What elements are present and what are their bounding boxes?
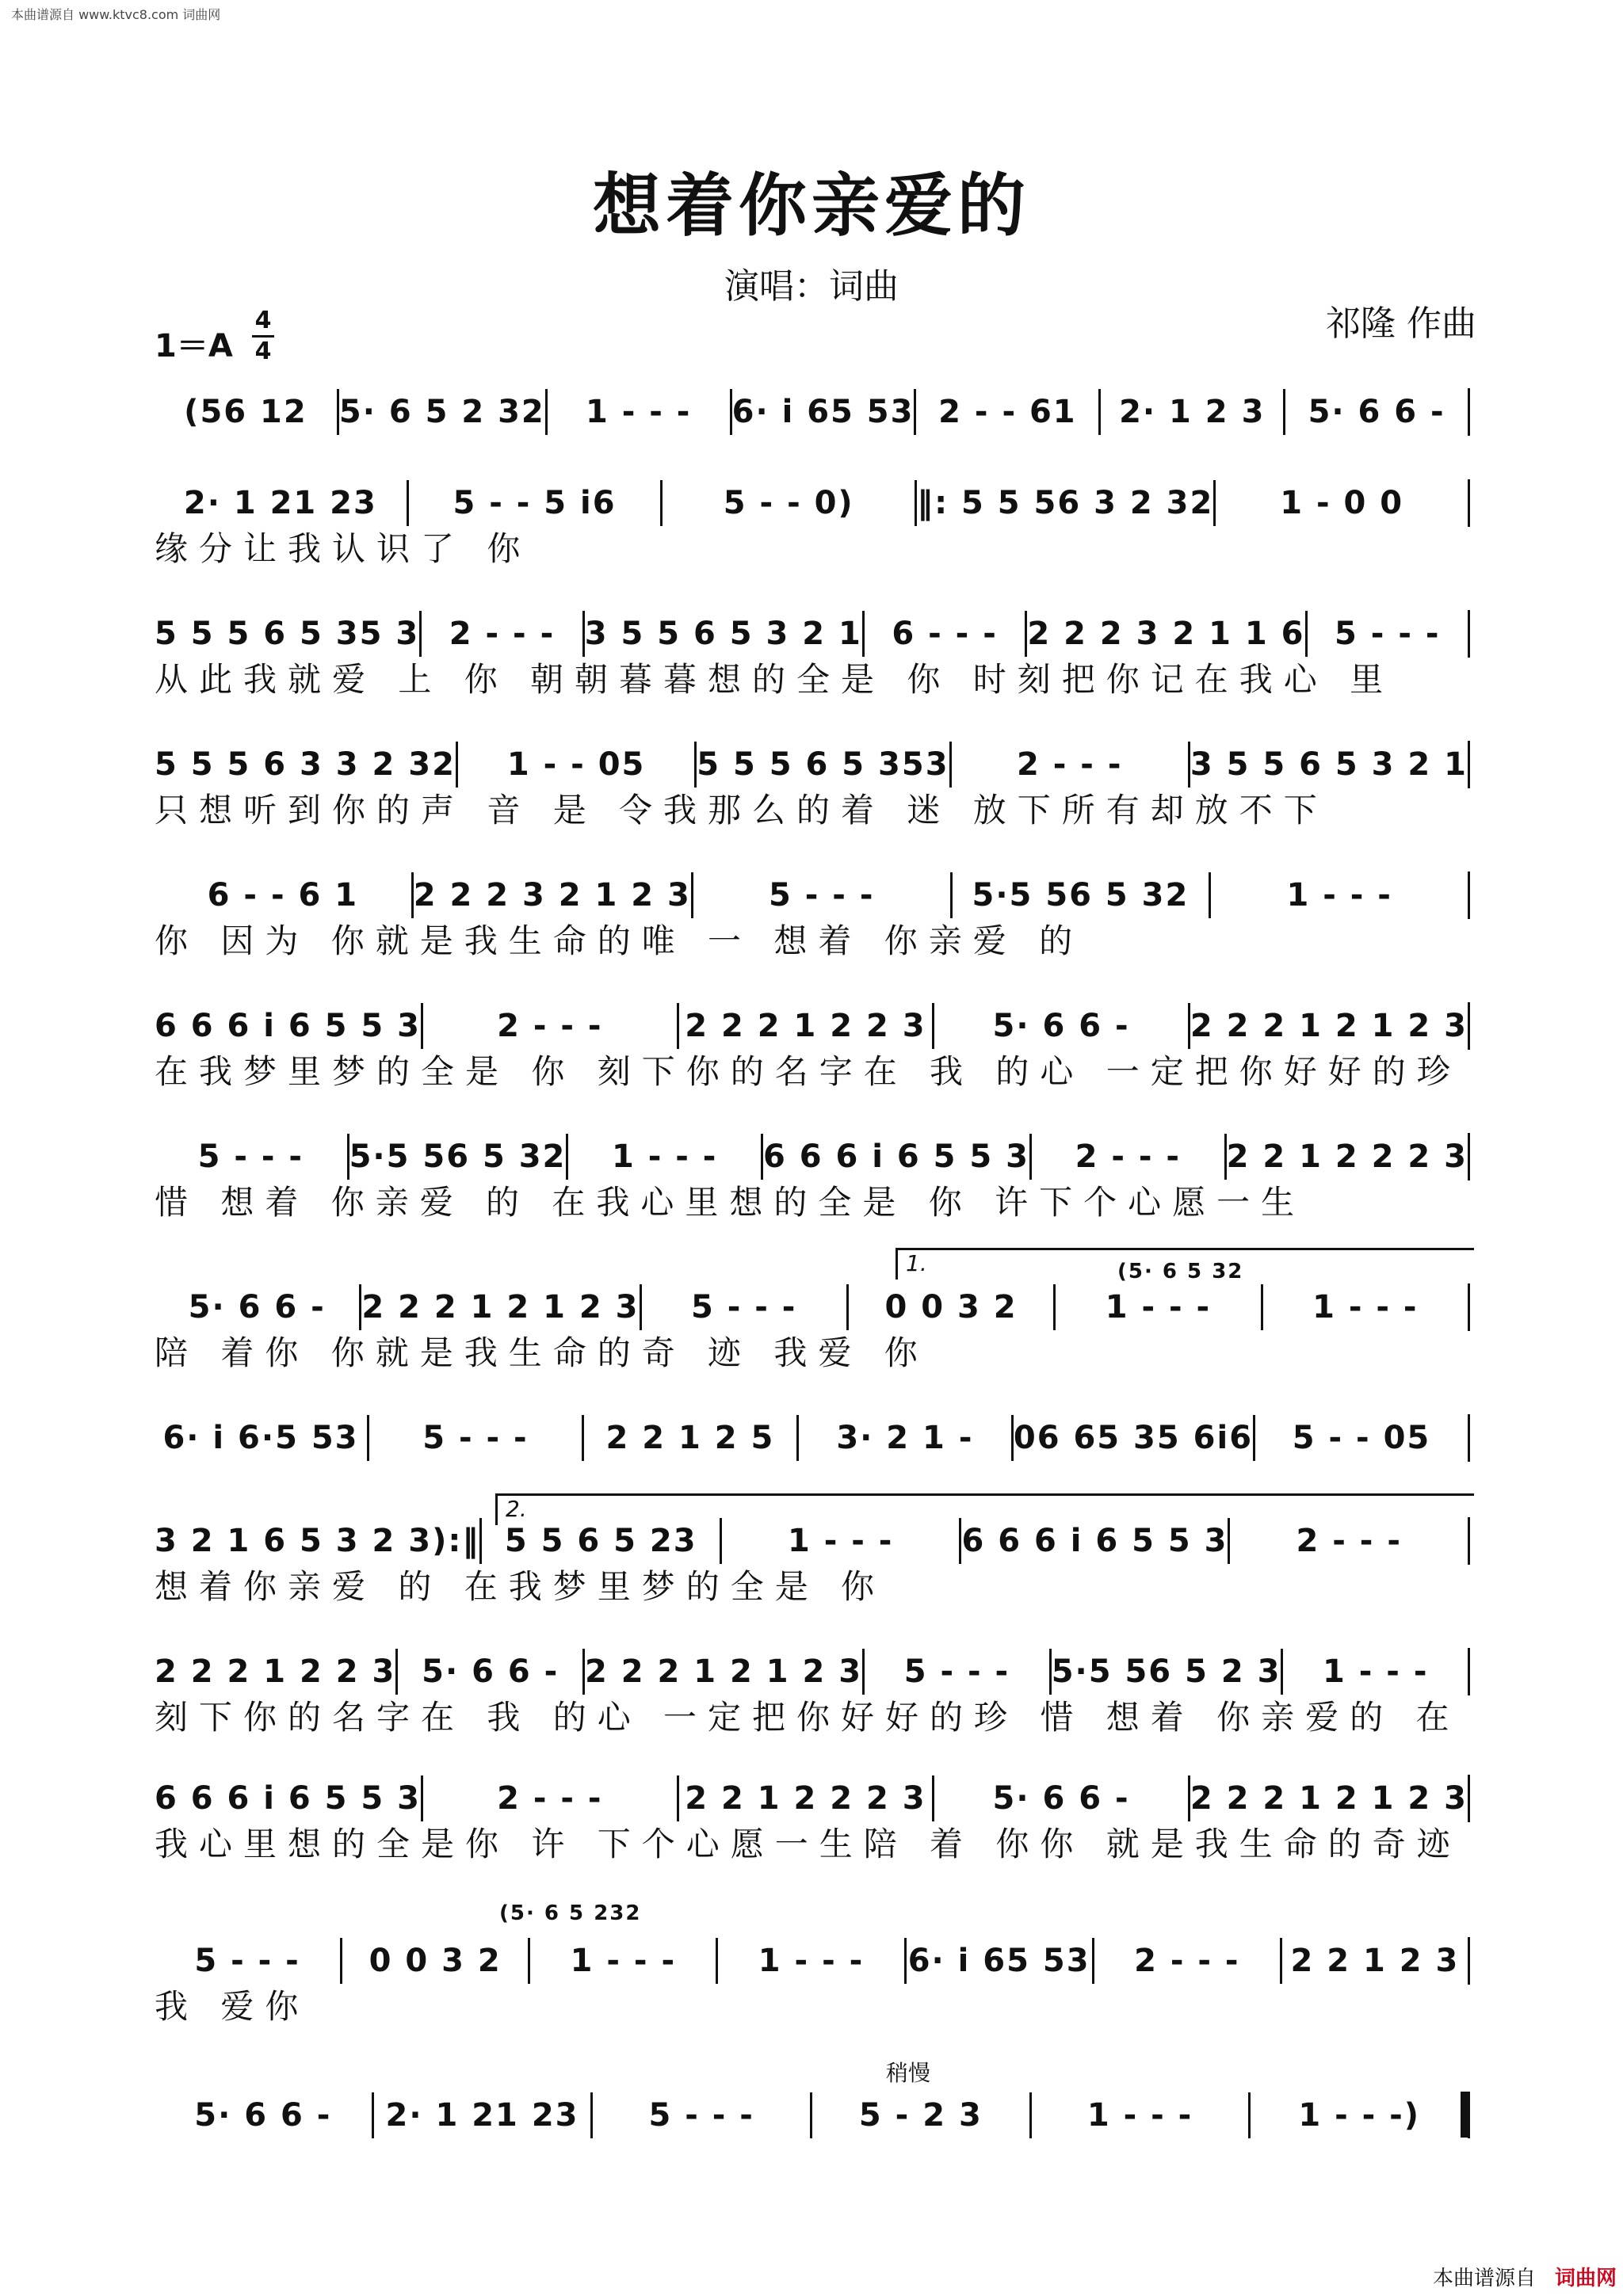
- measure-row: [155, 1937, 1470, 1985]
- measure: 5 - - 5 i6: [409, 480, 663, 526]
- score-system: [155, 388, 1470, 480]
- watermark: 本曲谱源自 www.ktvc8.com 词曲网: [11, 7, 221, 22]
- measure-row: [155, 479, 1470, 527]
- lyric-line: 只想听到你的声 音 是 令我那么的着 迷 放下所有却放不下: [155, 791, 1328, 830]
- final-barline: [1461, 2092, 1470, 2138]
- measure-row: [155, 1283, 1470, 1331]
- measure: 5 5 6 5 23: [482, 1518, 722, 1564]
- measure: 2· 1 21 23: [374, 2092, 594, 2138]
- measure: 5 5 5 6 5 35 3: [155, 611, 422, 657]
- measure: 5· 6 6 -: [155, 1284, 361, 1330]
- measure: 5·5 56 5 2 3: [1052, 1649, 1284, 1695]
- score-system: [155, 1775, 1470, 1867]
- measure: ‖: 5 5 56 3 2 32: [917, 480, 1216, 526]
- measure: 1 - - -: [1312, 1289, 1419, 1325]
- measure: 3 5 5 6 5 3 2 1: [1190, 746, 1468, 783]
- score-system: [155, 610, 1470, 702]
- lyric-line: 陪 着你 你就是我生命的奇 迹 我爱 你: [155, 1333, 929, 1372]
- lyric-line: 从此我就爱 上 你 朝朝暮暮想的全是 你 时刻把你记在我心 里: [155, 660, 1395, 699]
- measure: 2 - - -: [423, 1775, 679, 1821]
- measure-row: [155, 741, 1470, 788]
- measure: 5· 6 6 -: [934, 1775, 1190, 1821]
- measure: 2 2 1 2 2 2 3: [1226, 1138, 1468, 1175]
- tempo-marking: 稍慢: [886, 2060, 931, 2086]
- lyric-line: [155, 436, 1470, 480]
- measure: 3· 2 1 -: [799, 1415, 1014, 1461]
- footer-source: 本曲谱源自: [1432, 2267, 1536, 2290]
- measure: 5 - - -: [155, 1134, 349, 1180]
- measure: 5· 6 6 -: [398, 1649, 585, 1695]
- score-system: [155, 1517, 1470, 1609]
- lyric-line: 我心里想的全是你 许 下个心愿一生陪 着 你你 就是我生命的奇迹: [155, 1825, 1461, 1863]
- measure: 6 6 6 i 6 5 5 3: [763, 1134, 1032, 1180]
- measure: 5· 6 5 2 32: [339, 389, 548, 435]
- measure: 1 - - -: [1286, 877, 1392, 913]
- time-signature-bottom: 4: [254, 338, 272, 365]
- measure: 2 2 1 2 3: [1290, 1943, 1460, 1979]
- measure: 5 5 5 6 5 353: [697, 742, 951, 788]
- composer-credit: 祁隆 作曲: [1326, 303, 1476, 344]
- measure: 1 - - 05: [458, 742, 697, 788]
- score-system: [155, 1414, 1470, 1506]
- measure: 6· i 6·5 53: [155, 1415, 369, 1461]
- measure: 1 - - -: [568, 1134, 763, 1180]
- measure: (56 12: [155, 389, 339, 435]
- score-system: [155, 1133, 1470, 1225]
- time-signature: [252, 309, 274, 364]
- key-signature: 1＝A: [155, 328, 233, 364]
- measure: 5 - - -: [369, 1415, 584, 1461]
- measure: 5 - - -: [642, 1284, 849, 1330]
- measure: 2 2 2 1 2 1 2 3: [585, 1649, 865, 1695]
- measure: 2 2 2 1 2 1 2 3: [1190, 1780, 1468, 1817]
- measure: 5 - - -: [865, 1649, 1052, 1695]
- volta-second-ending: 2.: [495, 1493, 1474, 1525]
- measure: 06 65 35 6i6: [1014, 1415, 1255, 1461]
- measure: 5· 6 6 -: [1308, 394, 1445, 430]
- measure-row: [155, 1648, 1470, 1695]
- measure: 1 - - -: [718, 1938, 906, 1984]
- volta-first-ending: 1.: [896, 1248, 1474, 1280]
- measure-row: [155, 871, 1470, 919]
- score-system: [155, 1283, 1470, 1375]
- measure: 5 - 2 3: [812, 2092, 1032, 2138]
- singer-credit: 演唱：词曲: [724, 266, 899, 307]
- score-system: [155, 2092, 1470, 2183]
- measure: 1 - - -: [1056, 1284, 1262, 1330]
- lyric-line: 想着你亲爱 的 在我梦里梦的全是 你: [155, 1567, 886, 1606]
- lyric-line: 缘分让我认识了 你: [155, 529, 532, 568]
- measure-row: [155, 2092, 1470, 2139]
- lyric-line: 你 因为 你就是我生命的唯 一 想着 你亲爱 的: [155, 921, 1084, 960]
- measure-row: [155, 388, 1470, 436]
- measure: 2 2 1 2 2 2 3: [679, 1775, 935, 1821]
- measure: 5 - - 05: [1292, 1420, 1431, 1456]
- measure: 5 5 5 6 3 3 2 32: [155, 742, 458, 788]
- time-signature-top: 4: [254, 307, 272, 334]
- measure: 3 2 1 6 5 3 2 3):‖: [155, 1518, 482, 1564]
- grace-notes-2: (5· 6 5 232: [499, 1901, 642, 1925]
- measure: 2 - - -: [1032, 1134, 1227, 1180]
- measure: 6 6 6 i 6 5 5 3: [155, 1775, 423, 1821]
- page-title: 想着你亲爱的: [593, 166, 1030, 246]
- measure: 1 - - -): [1251, 2092, 1470, 2138]
- measure-row: [155, 1775, 1470, 1822]
- measure: 2 2 2 1 2 1 2 3: [1190, 1008, 1468, 1044]
- measure-row: [155, 1002, 1470, 1050]
- measure: 1 - - -: [530, 1938, 718, 1984]
- measure: 5·5 56 5 32: [953, 872, 1212, 918]
- measure: 2 - - -: [1296, 1523, 1402, 1559]
- score-system: [155, 1648, 1470, 1740]
- score-system: [155, 1937, 1470, 2029]
- measure: 2· 1 2 3: [1101, 389, 1285, 435]
- measure: 2 - - -: [1094, 1938, 1282, 1984]
- measure: 2 - - -: [952, 742, 1190, 788]
- score-system: [155, 479, 1470, 571]
- measure: 2 - - -: [422, 611, 585, 657]
- measure: 5· 6 6 -: [155, 2092, 374, 2138]
- measure: 2 2 1 2 5: [584, 1415, 799, 1461]
- measure: 2 - - -: [423, 1003, 679, 1049]
- lyric-line: 我 爱你: [155, 1987, 310, 2026]
- measure: 2 2 2 3 2 1 2 3: [414, 872, 693, 918]
- measure: 6 6 6 i 6 5 5 3: [961, 1518, 1230, 1564]
- grace-notes-1: (5· 6 5 32: [1117, 1260, 1244, 1283]
- measure-row: [155, 1133, 1470, 1180]
- score-system: [155, 1002, 1470, 1094]
- measure: 0 0 3 2: [849, 1284, 1056, 1330]
- measure: 2 2 2 1 2 1 2 3: [361, 1284, 641, 1330]
- lyric-line: 在我梦里梦的全是 你 刻下你的名字在 我 的心 一定把你好好的珍: [155, 1052, 1461, 1091]
- measure: 6· i 65 53: [732, 389, 917, 435]
- measure: 5 - - -: [693, 872, 953, 918]
- lyric-line: 刻下你的名字在 我 的心 一定把你好好的珍 惜 想着 你亲爱的 在: [155, 1698, 1461, 1737]
- measure: 5 - - -: [593, 2092, 812, 2138]
- measure: 2 2 2 1 2 2 3: [155, 1649, 398, 1695]
- measure: 5 - - -: [1335, 616, 1441, 652]
- measure-row: [155, 1414, 1470, 1462]
- score-system: [155, 871, 1470, 963]
- measure: 0 0 3 2: [342, 1938, 530, 1984]
- lyric-line: [155, 2139, 1470, 2183]
- measure: 1 - - -: [1032, 2092, 1251, 2138]
- measure: 1 - 0 0: [1280, 485, 1404, 521]
- measure: 2 - - 61: [916, 389, 1101, 435]
- measure-row: [155, 610, 1470, 658]
- measure: 5·5 56 5 32: [349, 1134, 569, 1180]
- measure: 1 - - -: [1323, 1653, 1429, 1690]
- footer-site-logo: 词曲网: [1554, 2267, 1617, 2290]
- measure: 3 5 5 6 5 3 2 1: [585, 611, 865, 657]
- measure: 1 - - -: [548, 389, 732, 435]
- measure: 5· 6 6 -: [934, 1003, 1190, 1049]
- measure: 2· 1 21 23: [155, 480, 409, 526]
- measure: 6 - - 6 1: [155, 872, 414, 918]
- measure: 5 - - 0): [663, 480, 917, 526]
- measure: 2 2 2 3 2 1 1 6: [1027, 611, 1307, 657]
- measure: 6· i 65 53: [907, 1938, 1094, 1984]
- measure: 6 6 6 i 6 5 5 3: [155, 1003, 423, 1049]
- measure: 2 2 2 1 2 2 3: [679, 1003, 935, 1049]
- lyric-line: 惜 想着 你亲爱 的 在我心里想的全是 你 许下个心愿一生: [155, 1183, 1306, 1222]
- measure: 5 - - -: [155, 1938, 342, 1984]
- score-system: [155, 741, 1470, 833]
- measure: 1 - - -: [722, 1518, 962, 1564]
- measure: 6 - - -: [865, 611, 1028, 657]
